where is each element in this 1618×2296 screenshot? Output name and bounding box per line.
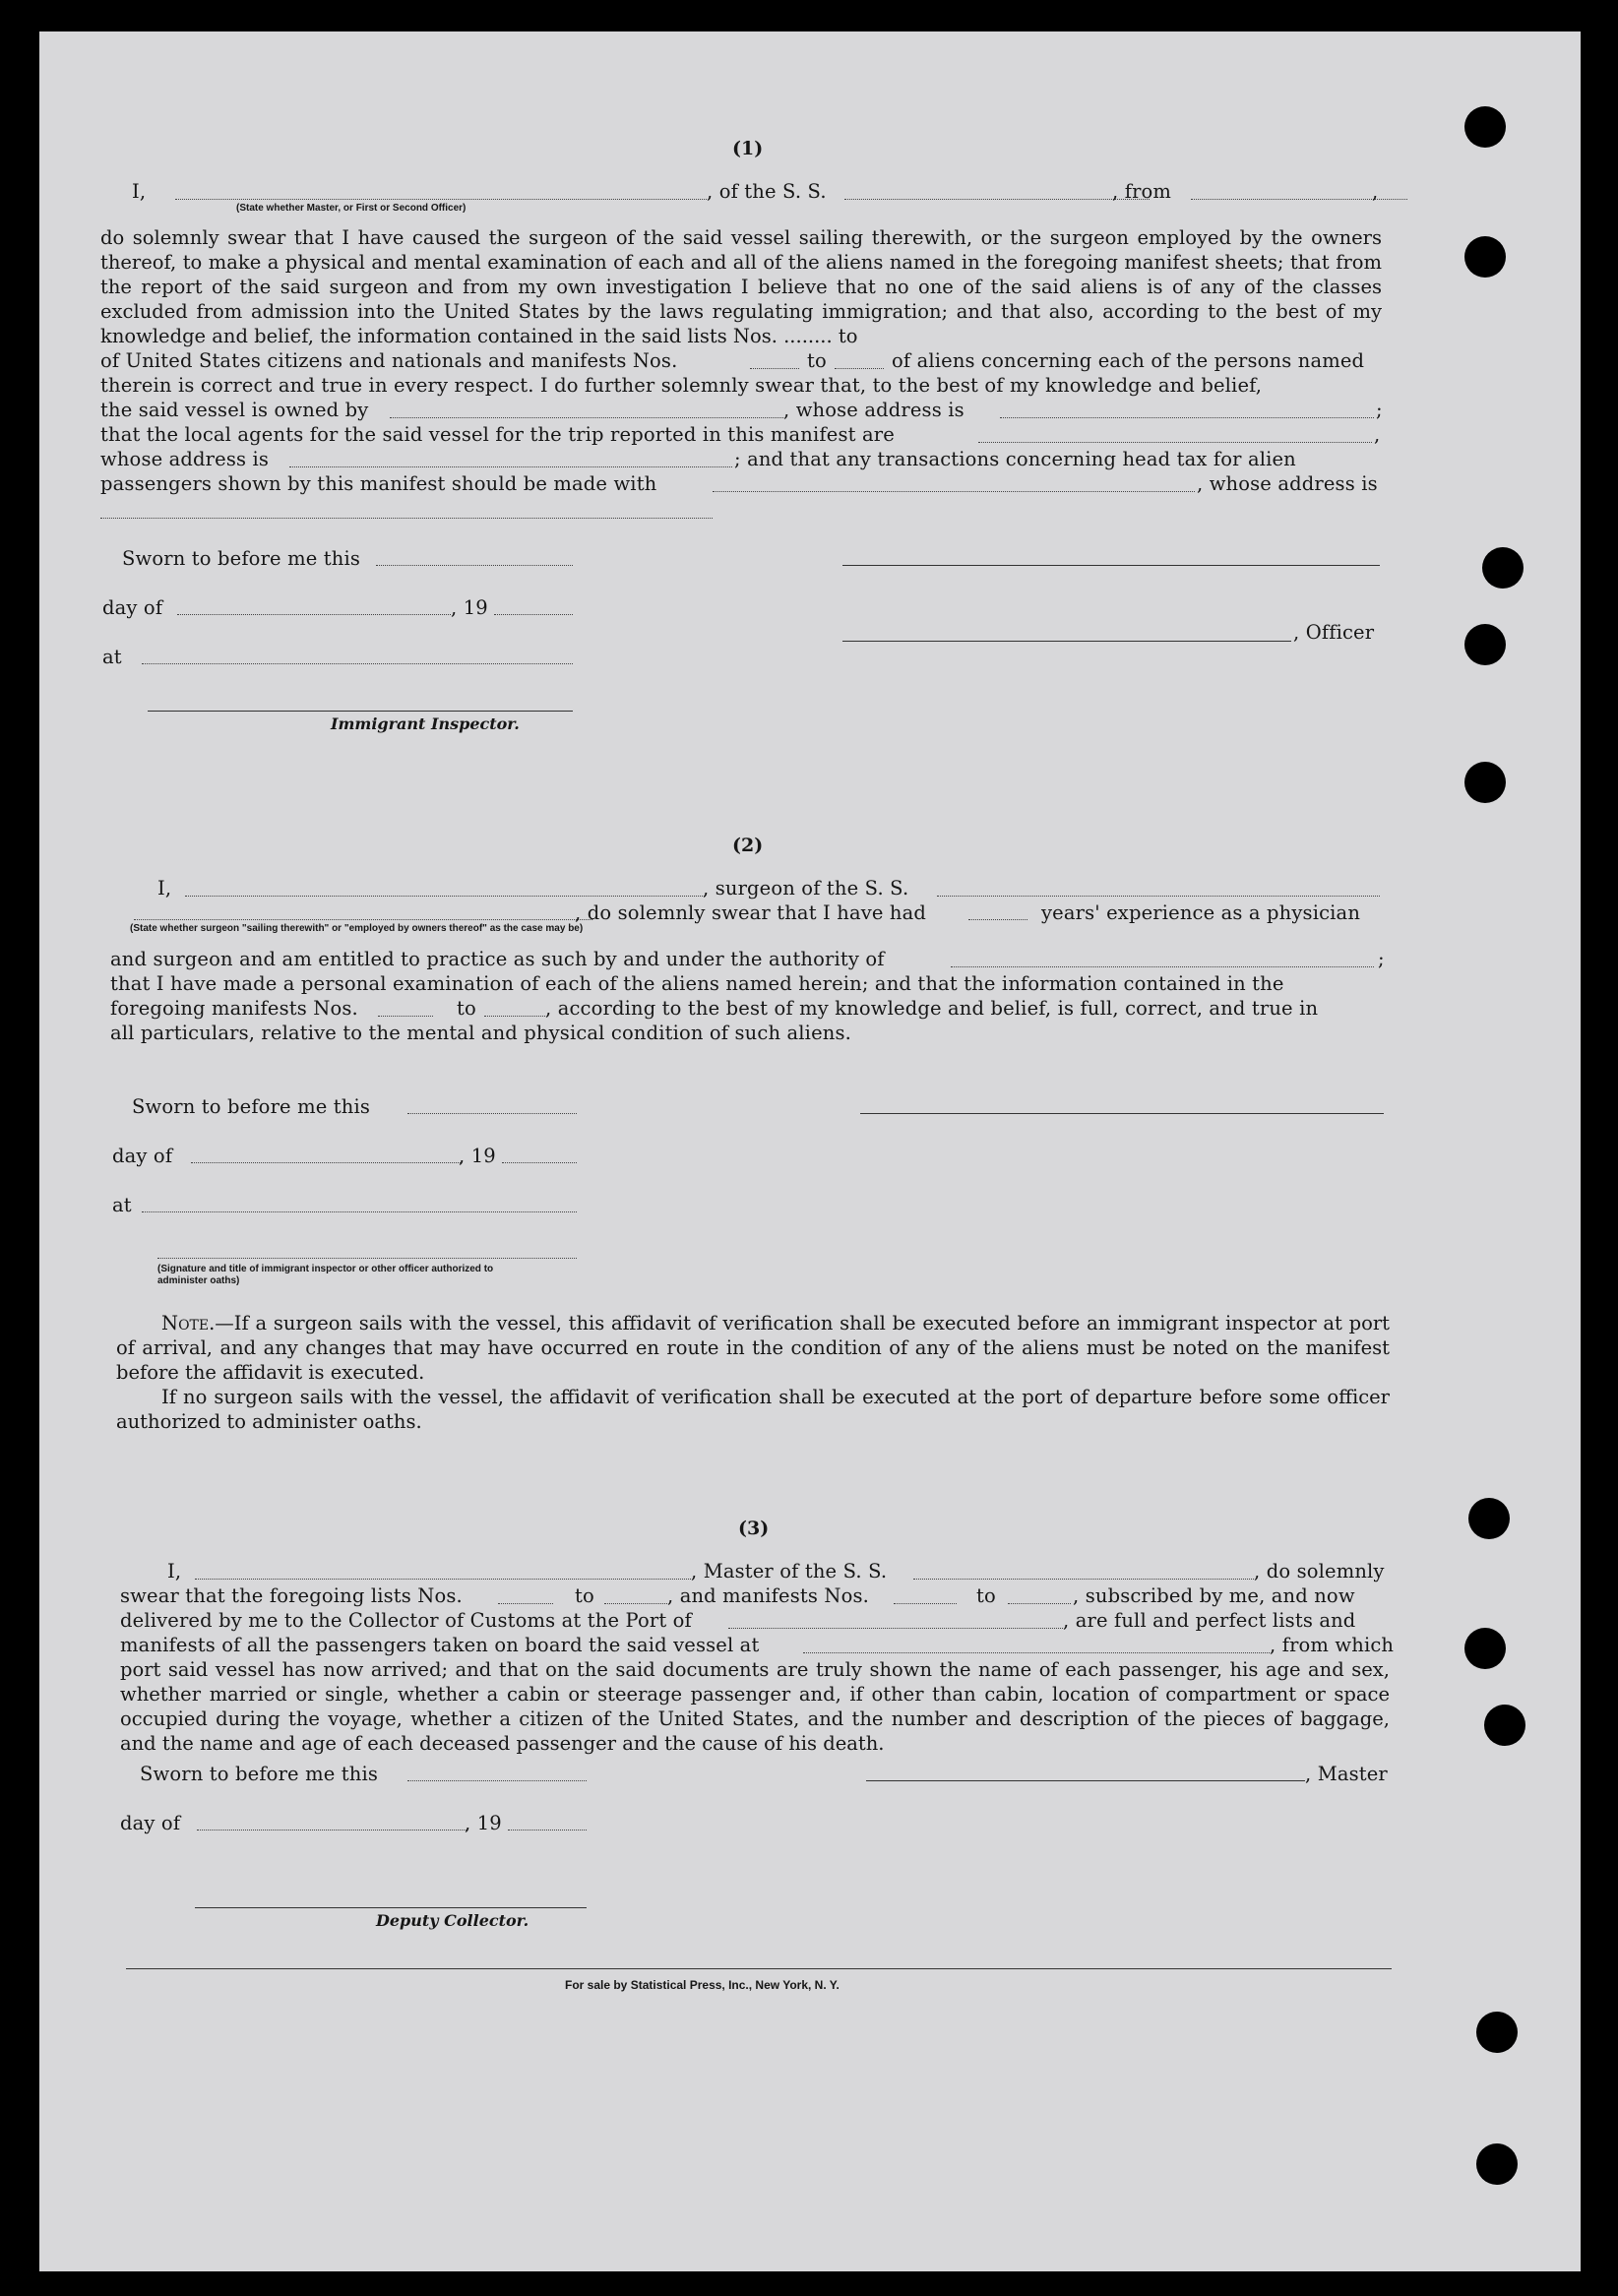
s2-line-5-c: , according to the best of my knowledge and belief, is full, correct, and true in: [545, 997, 1319, 1020]
s2-surgeon-name-field[interactable]: [185, 896, 705, 897]
s1-line-12-a: whose address is: [100, 448, 270, 470]
s2-manifest-from-field[interactable]: [378, 1016, 433, 1017]
s1-line-1-i: I,: [132, 180, 147, 203]
s1-headtax-address-field[interactable]: [100, 518, 713, 519]
s2-line-3-b: ;: [1378, 948, 1385, 970]
s1-inspector-line[interactable]: [148, 711, 573, 712]
section-3-number: (3): [738, 1518, 770, 1539]
s1-year: , 19: [451, 596, 488, 619]
s3-line-1-ss: , Master of the S. S.: [691, 1560, 888, 1582]
s2-note-text: —If a surgeon sails with the vessel, this affidavit of verification shall be executed before an immigrant inspector at port of arrival, and any changes that may have occurred en route in the condition of any of the aliens must be noted on the manifest before the affidavit is executed.: [116, 1312, 1390, 1384]
s3-year-field[interactable]: [508, 1830, 587, 1831]
s1-line-11-a: that the local agents for the said vessel for the trip reported in this manifest are: [100, 423, 895, 446]
s1-line-13-a: passengers shown by this manifest should be made with: [100, 472, 657, 495]
s3-line-2-b: to: [575, 1584, 594, 1607]
s1-line-13-b: , whose address is: [1197, 472, 1378, 495]
s2-note: [116, 1311, 1390, 1385]
s2-line-2-b: years' experience as a physician: [1041, 901, 1361, 924]
s3-line-4-b: , from which: [1270, 1634, 1395, 1656]
s1-manifest-to-field[interactable]: [835, 368, 884, 369]
s3-line-2-a: swear that the foregoing lists Nos.: [120, 1584, 463, 1607]
s2-at: at: [112, 1194, 132, 1216]
s2-surgeon-caption: (State whether surgeon "sailing therewith" or "employed by owners thereof" as the case may be): [130, 923, 584, 934]
s3-line-1-c: , do solemnly: [1254, 1560, 1385, 1582]
s1-line-11-b: ,: [1374, 423, 1381, 446]
s1-sworn-field[interactable]: [376, 565, 573, 566]
s1-sworn: Sworn to before me this: [122, 547, 361, 570]
s1-line-8-a: of United States citizens and nationals and manifests Nos.: [100, 349, 678, 372]
s3-master-name-field[interactable]: [195, 1579, 691, 1580]
s2-manifest-to-field[interactable]: [484, 1016, 545, 1017]
punch-hole-9: [1476, 2012, 1518, 2053]
s2-line-5-b: to: [457, 997, 476, 1020]
s2-signature-line[interactable]: [860, 1113, 1384, 1114]
punch-hole-5: [1464, 762, 1506, 803]
s3-line-3-b: , are full and perfect lists and: [1063, 1609, 1356, 1632]
punch-hole-7: [1464, 1628, 1506, 1669]
s1-year-field[interactable]: [494, 614, 573, 615]
s1-manifest-from-field[interactable]: [750, 368, 799, 369]
s1-at: at: [102, 646, 122, 668]
punch-hole-10: [1476, 2143, 1518, 2185]
s2-line-6: all particulars, relative to the mental and physical condition of such aliens.: [110, 1022, 851, 1044]
s1-officer-label: , Officer: [1293, 621, 1375, 644]
s3-master-label: , Master: [1305, 1763, 1388, 1785]
s1-owner-field[interactable]: [390, 417, 783, 418]
s1-oath-body: do solemnly swear that I have caused the surgeon of the said vessel sailing therewith, or the surgeon employed by the owners thereof, to make a physical and mental examination of each and all of the aliens named in the foregoing manifest sheets; that from the report of the said surgeon and from my own investigation I believe that no one of the said aliens is of any of the classes excluded from admission into the United States by the laws regulating immigration; and that also, according to the best of my knowledge and belief, the information contained in the said lists Nos. ........ to: [100, 226, 1382, 347]
s2-line-3-a: and surgeon and am entitled to practice as such by and under the authority of: [110, 948, 885, 970]
footer-rule: [126, 1968, 1392, 1969]
s1-line-10-b: , whose address is: [783, 399, 965, 421]
s3-year: , 19: [465, 1812, 502, 1834]
punch-hole-4: [1464, 624, 1506, 665]
s1-line-1-ss: , of the S. S.: [707, 180, 827, 203]
s3-line-4-a: manifests of all the passengers taken on board the said vessel at: [120, 1634, 760, 1656]
s1-agents-address-field[interactable]: [289, 466, 732, 467]
s2-sworn: Sworn to before me this: [132, 1095, 371, 1118]
s2-day-field[interactable]: [191, 1162, 461, 1163]
s1-officer-line[interactable]: [842, 641, 1291, 642]
punch-hole-2: [1464, 236, 1506, 278]
s2-inspector-caption: (Signature and title of immigrant inspector or other officer authorized to administer oaths): [157, 1264, 494, 1286]
s2-note-label: Note.: [161, 1312, 216, 1334]
punch-hole-8: [1484, 1705, 1525, 1746]
s3-sworn-field[interactable]: [407, 1780, 587, 1781]
s2-line-4: that I have made a personal examination of each of the aliens named herein; and that the information contained in the: [110, 972, 1284, 995]
s3-manifests-from-field[interactable]: [894, 1603, 957, 1604]
section-1-number: (1): [732, 138, 764, 159]
s2-line-2-a: , do solemnly swear that I have had: [575, 901, 927, 924]
s2-inspector-signature-field[interactable]: [157, 1258, 577, 1259]
s1-line-8-b: to: [807, 349, 827, 372]
s1-line-10-a: the said vessel is owned by: [100, 399, 369, 421]
s2-line-1-i: I,: [157, 877, 172, 900]
s3-sworn: Sworn to before me this: [140, 1763, 379, 1785]
s1-officer-field[interactable]: [175, 199, 707, 200]
s2-line-1-ss: , surgeon of the S. S.: [703, 877, 909, 900]
s3-line-2-d: to: [976, 1584, 996, 1607]
s3-manifests-to-field[interactable]: [1008, 1603, 1071, 1604]
s3-ship-field[interactable]: [913, 1579, 1254, 1580]
s1-agents-field[interactable]: [978, 442, 1372, 443]
s3-line-3-a: delivered by me to the Collector of Customs at the Port of: [120, 1609, 692, 1632]
s1-ship-field[interactable]: [844, 199, 1150, 200]
s3-line-2-c: , and manifests Nos.: [667, 1584, 869, 1607]
s1-line-10-c: ;: [1376, 399, 1383, 421]
s3-day-field[interactable]: [197, 1830, 467, 1831]
s2-years-field[interactable]: [968, 919, 1027, 920]
s2-ship-field[interactable]: [937, 896, 1380, 897]
s3-oath-body: port said vessel has now arrived; and that on the said documents are truly shown the name of each passenger, his age and sex, whether married or single, whether a cabin or steerage passenger and, if other than cabin, location of compartment or space occupied during the voyage, whether a citizen of the United States, and the number and description of the pieces of baggage, and the name and age of each deceased passenger and the cause of his death.: [120, 1658, 1390, 1755]
s1-owner-address-field[interactable]: [1000, 417, 1374, 418]
s1-day-field[interactable]: [177, 614, 451, 615]
s1-line-9: therein is correct and true in every respect. I do further solemnly swear that, to the best of my knowledge and belief,: [100, 374, 1263, 397]
s1-officer-caption: (State whether Master, or First or Second Officer): [236, 203, 467, 214]
s1-line-8-c: of aliens concerning each of the persons named: [892, 349, 1365, 372]
s1-headtax-field[interactable]: [713, 491, 1195, 492]
s1-dayof: day of: [102, 596, 163, 619]
s2-authority-field[interactable]: [951, 966, 1374, 967]
s3-port-field[interactable]: [728, 1628, 1063, 1629]
s2-line-5-a: foregoing manifests Nos.: [110, 997, 358, 1020]
s2-sworn-field[interactable]: [407, 1113, 577, 1114]
s2-surgeon-type-field[interactable]: [134, 919, 592, 920]
s2-note-2: If no surgeon sails with the vessel, the affidavit of verification shall be executed at the port of departure before some officer authorized to administer oaths.: [116, 1386, 1390, 1433]
s3-signature-line[interactable]: [866, 1780, 1305, 1781]
s2-dayof: day of: [112, 1145, 173, 1167]
punch-hole-1: [1464, 106, 1506, 148]
s1-line-12-b: ; and that any transactions concerning head tax for alien: [734, 448, 1296, 470]
section-2-number: (2): [732, 835, 764, 856]
footer-printer-note: For sale by Statistical Press, Inc., New York, N. Y.: [565, 1978, 840, 1992]
s3-line-1-i: I,: [167, 1560, 182, 1582]
s2-at-field[interactable]: [142, 1211, 577, 1212]
s3-collector-line[interactable]: [195, 1907, 587, 1908]
s3-lists-from-field[interactable]: [498, 1603, 553, 1604]
s1-at-field[interactable]: [142, 663, 573, 664]
punch-hole-6: [1468, 1498, 1510, 1539]
s1-inspector-caption: Immigrant Inspector.: [331, 714, 520, 733]
form-page: [39, 31, 1581, 2271]
s3-vessel-at-field[interactable]: [803, 1652, 1270, 1653]
s2-year: , 19: [459, 1145, 496, 1167]
s2-year-field[interactable]: [502, 1162, 577, 1163]
s3-lists-to-field[interactable]: [604, 1603, 667, 1604]
s1-line-1-comma: ,: [1372, 180, 1379, 203]
s1-line-1-from: , from: [1112, 180, 1172, 203]
s3-collector-caption: Deputy Collector.: [376, 1911, 529, 1930]
s3-dayof: day of: [120, 1812, 181, 1834]
s3-line-2-e: , subscribed by me, and now: [1073, 1584, 1355, 1607]
punch-hole-3: [1482, 547, 1524, 589]
s1-signature-line[interactable]: [842, 565, 1380, 566]
